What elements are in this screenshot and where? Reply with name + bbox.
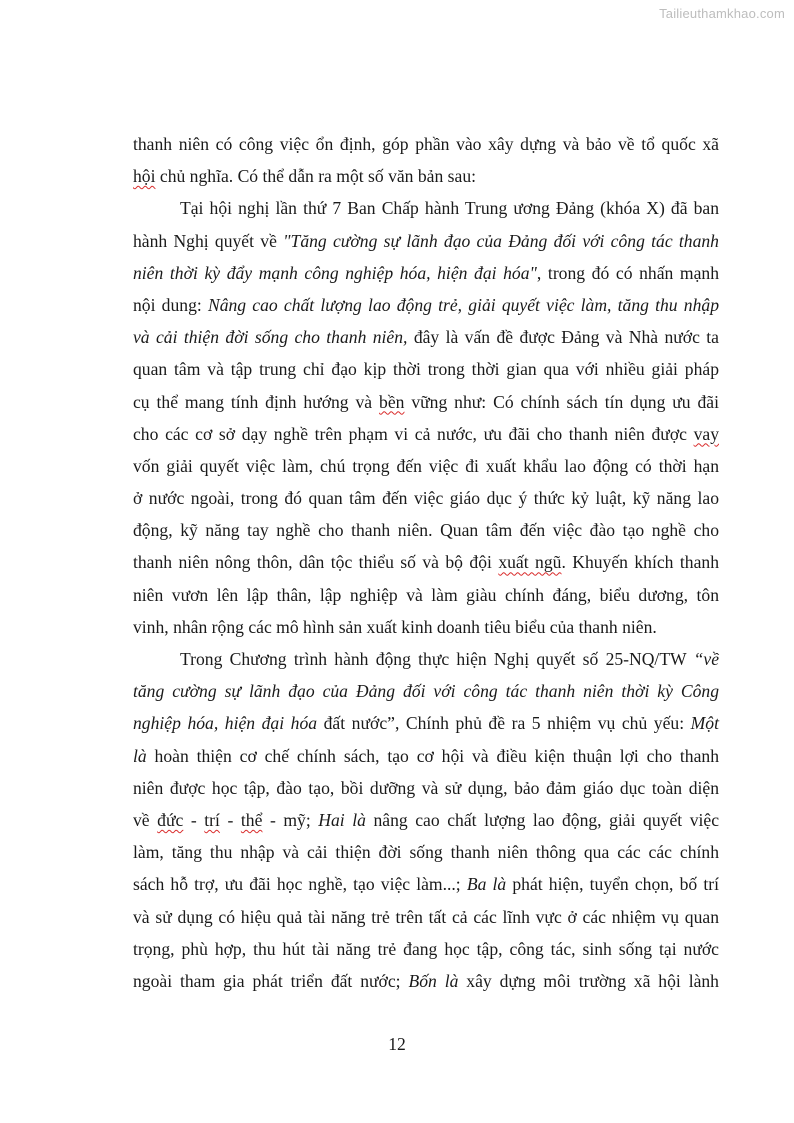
text-line: vốn giải quyết việc làm, chú trọng đến việc đi xuất khẩu lao động có thời hạn (133, 455, 719, 476)
text-line: quan tâm và tập trung chỉ đạo kịp thời trong thời gian qua với nhiều giải pháp (133, 359, 719, 380)
text-line: cho các cơ sở dạy nghề trên phạm vi cả nước, ưu đãi cho thanh niên được vay (133, 423, 719, 444)
page-number: 12 (388, 1034, 406, 1054)
paragraph-start: Tại hội nghị lần thứ 7 Ban Chấp hành Trung ương Đảng (khóa X) đã ban (180, 198, 719, 219)
text-line: cụ thể mang tính định hướng và bền vững như: Có chính sách tín dụng ưu đãi (133, 391, 720, 412)
text-line: nghiệp hóa, hiện đại hóa đất nước”, Chính phủ đề ra 5 nhiệm vụ chủ yếu: Một (133, 713, 719, 734)
text-line: hội chủ nghĩa. Có thể dẫn ra một số văn bản sau: (133, 166, 477, 187)
text-line: là hoàn thiện cơ chế chính sách, tạo cơ hội và điều kiện thuận lợi cho thanh (133, 745, 719, 766)
text-line: động, kỹ năng tay nghề cho thanh niên. Quan tâm đến việc đào tạo nghề cho (133, 520, 719, 541)
paragraph-start: Trong Chương trình hành động thực hiện Nghị quyết số 25-NQ/TW “về (180, 649, 719, 669)
text-line: trọng, phù hợp, thu hút tài năng trẻ đang học tập, công tác, sinh sống tại nước (133, 938, 719, 959)
text-line: làm, tăng thu nhập và cải thiện đời sống thanh niên thông qua các các chính (133, 842, 719, 863)
text-line: niên vươn lên lập thân, lập nghiệp và làm giàu chính đáng, biểu dương, tôn (133, 584, 719, 605)
text-line: thanh niên nông thôn, dân tộc thiểu số và bộ đội xuất ngũ. Khuyến khích thanh (133, 552, 719, 573)
watermark: Tailieuthamkhao.com (659, 6, 785, 21)
text-line: tăng cường sự lãnh đạo của Đảng đối với công tác thanh niên thời kỳ Công (133, 681, 719, 702)
text-line: và cải thiện đời sống cho thanh niên, đây là vấn đề được Đảng và Nhà nước ta (133, 327, 719, 348)
text-line: và sử dụng có hiệu quả tài năng trẻ trên tất cả các lĩnh vực ở các nhiệm vụ quan (133, 906, 719, 927)
text-line: ngoài tham gia phát triển đất nước; Bốn là xây dựng môi trường xã hội lành (133, 970, 719, 991)
text-line: về đức - trí - thể - mỹ; Hai là nâng cao chất lượng lao động, giải quyết việc (133, 809, 719, 830)
text-line: nội dung: Nâng cao chất lượng lao động trẻ, giải quyết việc làm, tăng thu nhập (133, 294, 719, 315)
text-line: niên thời kỳ đẩy mạnh công nghiệp hóa, hiện đại hóa", trong đó có nhấn mạnh (133, 262, 720, 283)
text-line: hành Nghị quyết về "Tăng cường sự lãnh đạo của Đảng đối với công tác thanh (133, 230, 719, 251)
text-line: niên được học tập, đào tạo, bồi dưỡng và sử dụng, bảo đảm giáo dục toàn diện (133, 777, 719, 798)
text-line: sách hỗ trợ, ưu đãi học nghề, tạo việc làm...; Ba là phát hiện, tuyển chọn, bố trí (133, 874, 719, 895)
text-line: vinh, nhân rộng các mô hình sản xuất kinh doanh tiêu biểu của thanh niên. (133, 616, 657, 637)
body-text (133, 128, 719, 997)
text-line: thanh niên có công việc ổn định, góp phần vào xây dựng và bảo về tổ quốc xã (133, 134, 719, 154)
text-line: ở nước ngoài, trong đó quan tâm đến việc giáo dục ý thức kỷ luật, kỹ năng lao (133, 488, 719, 509)
